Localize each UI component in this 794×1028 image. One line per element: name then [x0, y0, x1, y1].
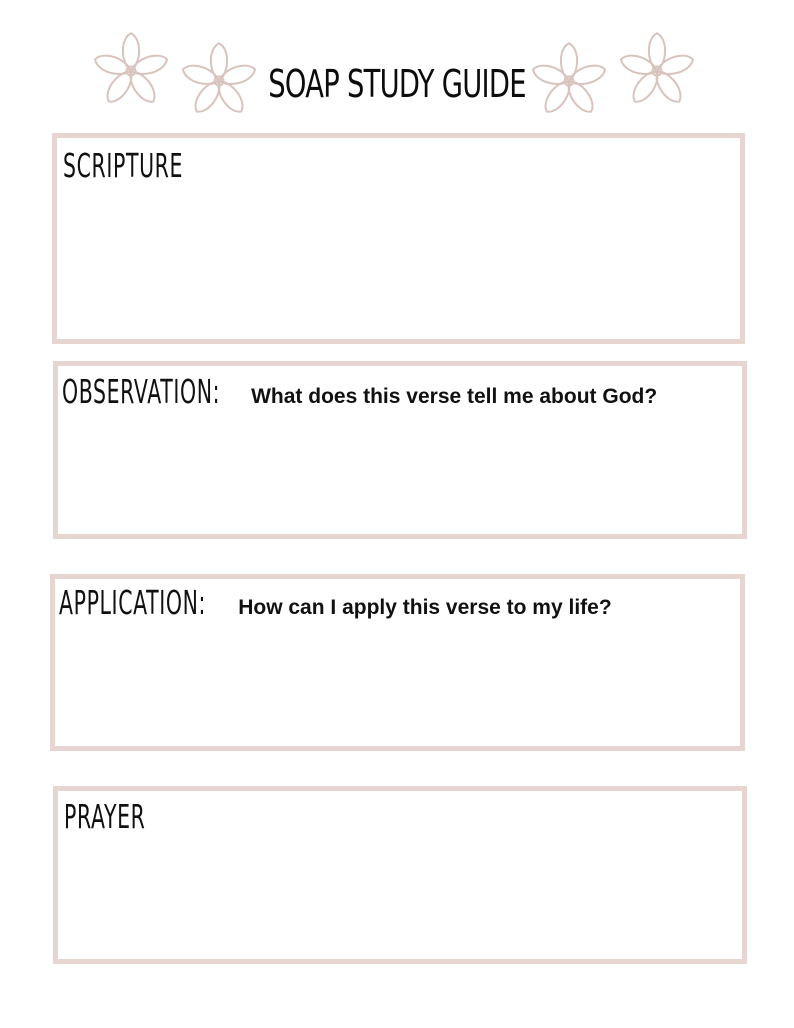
application-label: APPLICATION: — [59, 583, 207, 622]
observation-label: OBSERVATION: — [62, 372, 221, 411]
application-prompt: How can I apply this verse to my life? — [238, 596, 612, 619]
observation-section[interactable] — [53, 361, 747, 539]
prayer-heading — [64, 797, 195, 836]
scripture-label: SCRIPTURE — [63, 146, 184, 185]
page-header — [0, 0, 794, 130]
prayer-label: PRAYER — [64, 797, 146, 836]
observation-prompt: What does this verse tell me about God? — [251, 385, 658, 408]
application-section[interactable] — [50, 574, 745, 751]
observation-heading — [62, 372, 657, 411]
scripture-heading — [63, 146, 257, 185]
prayer-section[interactable] — [53, 786, 747, 964]
application-heading — [59, 583, 612, 622]
page-title: SOAP STUDY GUIDE — [268, 62, 526, 106]
scripture-section[interactable] — [52, 133, 745, 344]
